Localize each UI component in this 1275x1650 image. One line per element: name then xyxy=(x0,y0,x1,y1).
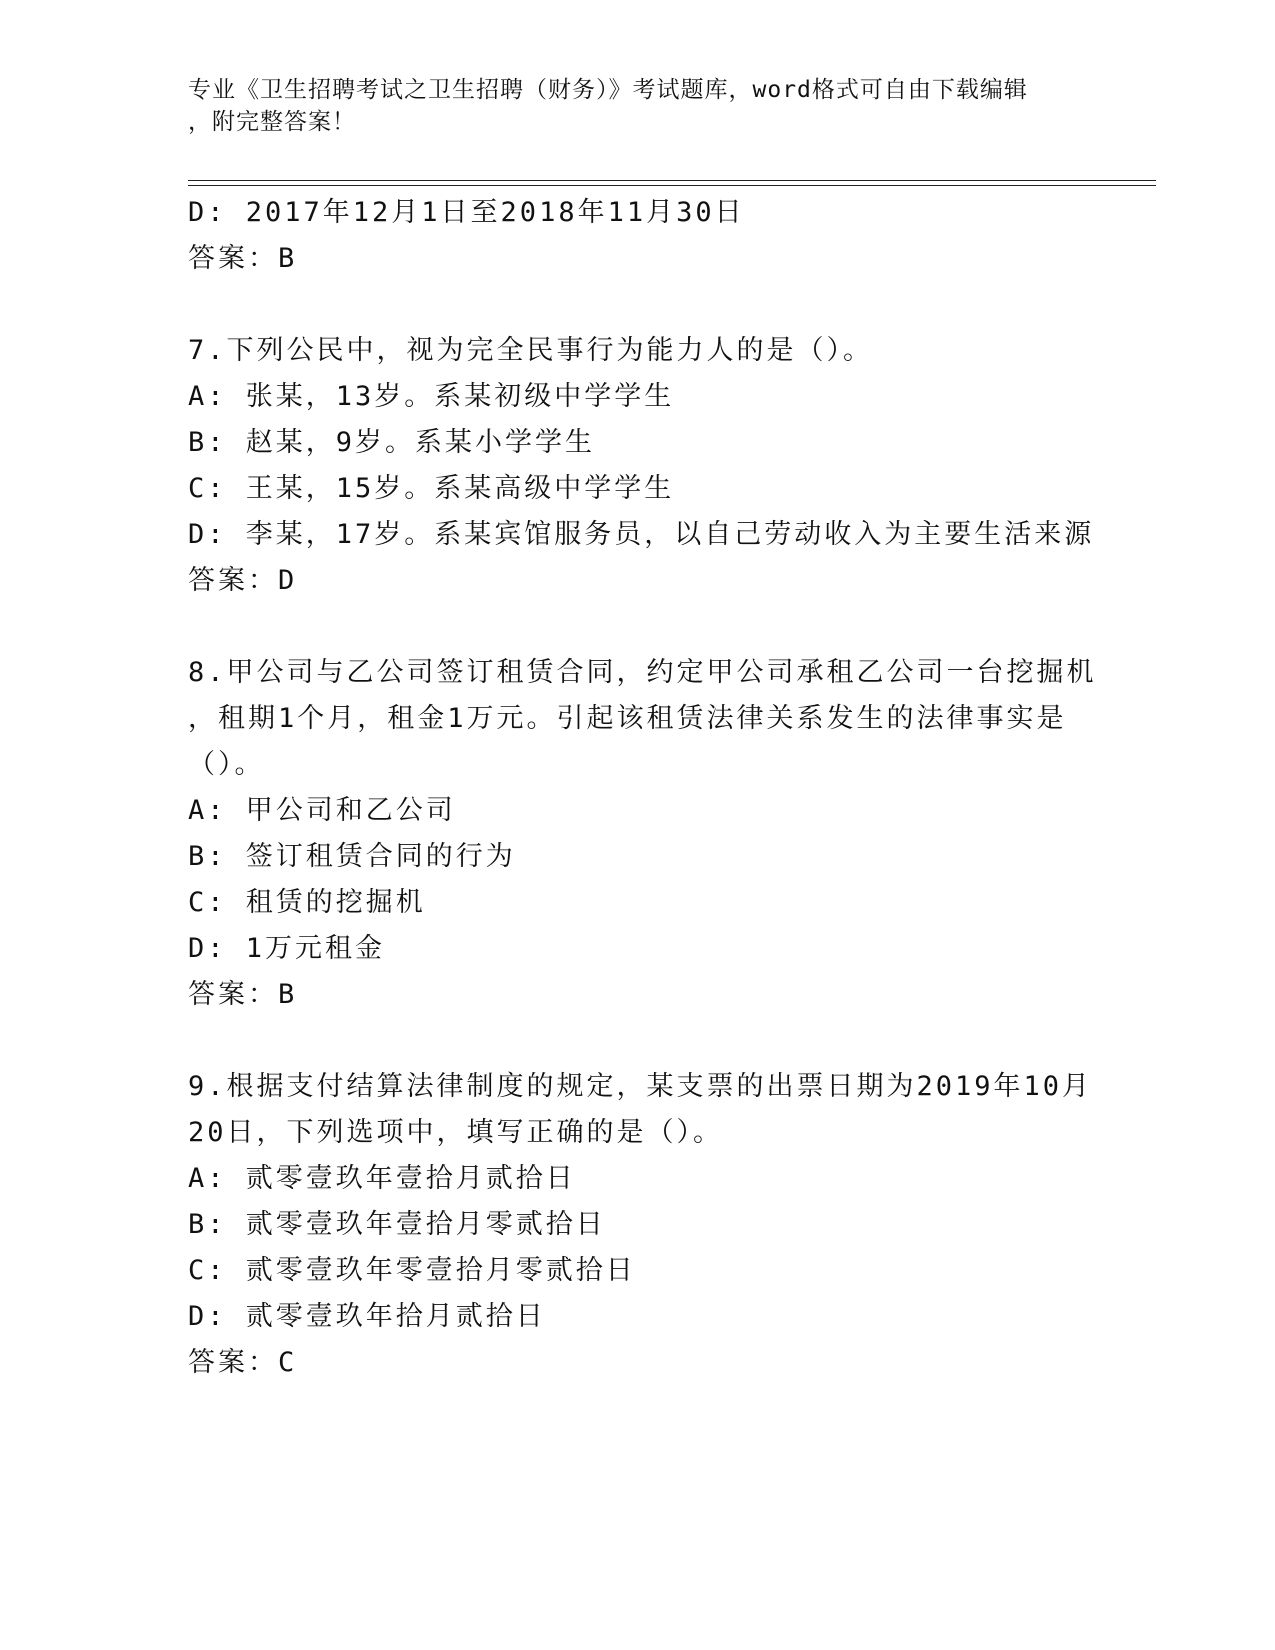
q9-option-a: A: 贰零壹玖年壹拾月贰拾日 xyxy=(188,1163,576,1194)
question-7-block xyxy=(188,328,1095,604)
q9-answer: 答案：C xyxy=(188,1347,298,1378)
q9-question-line-1: 9.根据支付结算法律制度的规定，某支票的出票日期为2019年10月 xyxy=(188,1071,1093,1102)
q9-option-c: C: 贰零壹玖年零壹拾月零贰拾日 xyxy=(188,1255,636,1286)
q7-option-d: D: 李某，17岁。系某宾馆服务员，以自己劳动收入为主要生活来源 xyxy=(188,519,1095,550)
q9-question-line-2: 20日，下列选项中，填写正确的是（）。 xyxy=(188,1117,724,1148)
question-content xyxy=(188,190,1097,1386)
q7-question: 7.下列公民中，视为完全民事行为能力人的是（）。 xyxy=(188,335,874,366)
question-6-block xyxy=(188,190,1088,282)
q7-option-b: B: 赵某，9岁。系某小学学生 xyxy=(188,427,596,458)
q7-option-a: A: 张某，13岁。系某初级中学学生 xyxy=(188,381,675,412)
q9-option-b: B: 贰零壹玖年壹拾月零贰拾日 xyxy=(188,1209,606,1240)
q8-question-line-1: 8.甲公司与乙公司签订租赁合同，约定甲公司承租乙公司一台挖掘机 xyxy=(188,657,1097,688)
question-9-block xyxy=(188,1064,1093,1386)
spacer xyxy=(188,282,1088,328)
header-divider-bottom xyxy=(188,185,1156,186)
q8-option-b: B: 签订租赁合同的行为 xyxy=(188,841,516,872)
header-line-1: 专业《卫生招聘考试之卫生招聘（财务）》考试题库，word格式可自由下载编辑 xyxy=(188,77,1028,103)
page-header xyxy=(188,74,1088,138)
q8-answer: 答案：B xyxy=(188,979,298,1010)
spacer xyxy=(188,604,1088,650)
q7-answer: 答案：D xyxy=(188,565,298,596)
q6-option-d: D: 2017年12月1日至2018年11月30日 xyxy=(188,197,745,228)
q7-option-c: C: 王某，15岁。系某高级中学学生 xyxy=(188,473,675,504)
q6-answer: 答案：B xyxy=(188,243,298,274)
header-line-2: ，附完整答案！ xyxy=(188,109,356,135)
q8-option-c: C: 租赁的挖掘机 xyxy=(188,887,426,918)
q9-option-d: D: 贰零壹玖年拾月贰拾日 xyxy=(188,1301,546,1332)
spacer xyxy=(188,1018,1088,1064)
question-8-block xyxy=(188,650,1097,1018)
q8-question-line-2: ，租期1个月，租金1万元。引起该租赁法律关系发生的法律事实是 xyxy=(188,703,1067,734)
q8-option-d: D: 1万元租金 xyxy=(188,933,386,964)
q8-question-line-3: （）。 xyxy=(188,749,265,780)
header-divider-top xyxy=(188,180,1156,181)
q8-option-a: A: 甲公司和乙公司 xyxy=(188,795,456,826)
